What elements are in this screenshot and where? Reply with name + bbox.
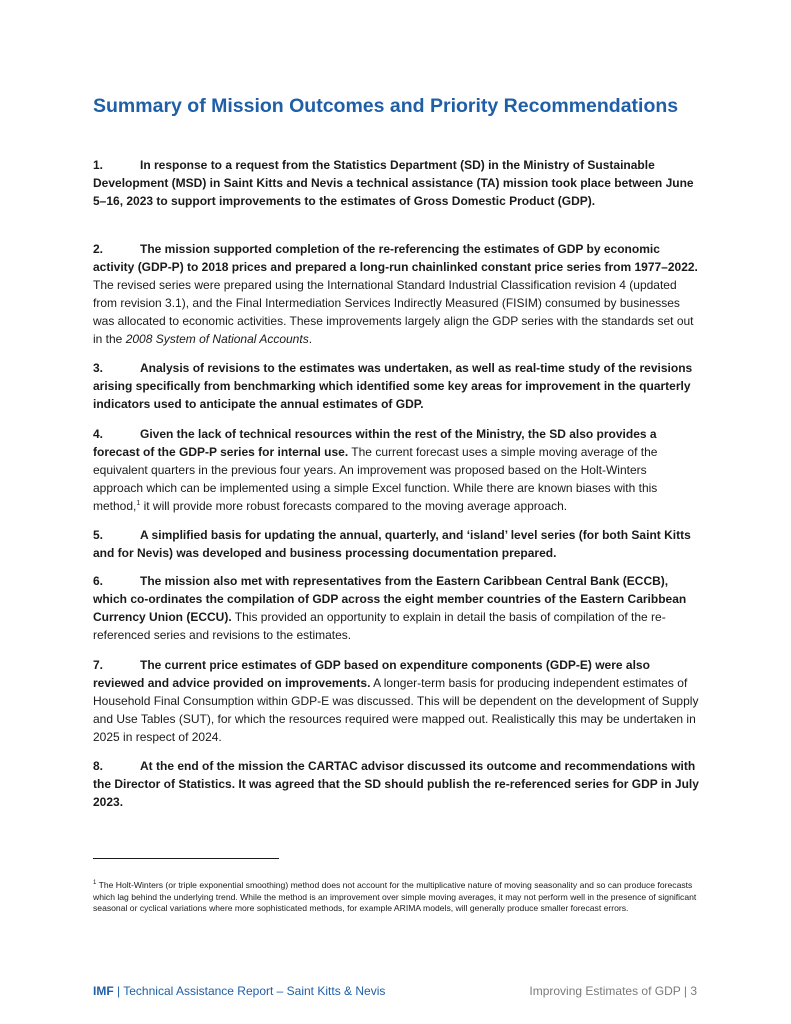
paragraph-8: 8. At the end of the mission the CARTAC advisor discussed its outcome and recommendations with the Director of Statistics. It was agreed that the SD should publish the re-referenced series for GDP in July 2023. <box>93 759 699 809</box>
imf-logo-text: IMF <box>93 984 114 998</box>
footnote: $^1$ The Holt-Winters (or triple exponential smoothing) method does not account for the multiplicative nature of moving seasonality and so can produce forecasts which lag behind the underlying trend. While the method is an improvement over simple moving averages, it may not perform well in the presence of significant seasonal or cyclical variations where more sophisticated methods, for example ARIMA models, will generally produce smaller forecast errors. <box>93 880 697 913</box>
paragraph-6: 6. The mission also met with representatives from the Eastern Caribbean Central Bank (ECCB), which co-ordinates the compilation of GDP across the eight member countries of the Eastern Caribbean Currency Union (ECCU). This provided an opportunity to explain in detail the basis of compilation of the re-referenced series and revisions to the estimates. <box>93 574 687 642</box>
paragraph-5: 5. A simplified basis for updating the annual, quarterly, and ‘island’ level series (for both Saint Kitts and for Nevis) was developed and business processing documentation prepared. <box>93 528 691 560</box>
footer-section-page: Improving Estimates of GDP | 3 <box>529 984 697 998</box>
footer-report-title: IMF | Technical Assistance Report – Saint Kitts & Nevis <box>93 984 386 998</box>
paragraph-7: 7. The current price estimates of GDP based on expenditure components (GDP-E) were also reviewed and advice provided on improvements. A longer-term basis for producing independent estimates of Household Final Consumption within GDP-E was discussed. This will be dependent on the development of Supply and Use Tables (SUT), for which the resources required were mapped out. Realistically this may be undertaken in 2025 in respect of 2024. <box>93 658 699 744</box>
footnote-divider <box>93 858 279 859</box>
paragraph-1: 1. In response to a request from the Statistics Department (SD) in the Ministry of Sustainable Development (MSD) in Saint Kitts and Nevis a technical assistance (TA) mission took place between June 5–16, 2023 to support improvements to the estimates of Gross Domestic Product (GDP). <box>93 158 694 208</box>
footnote-ref[interactable]: 1 <box>136 500 141 507</box>
paragraph-2: 2. The mission supported completion of the re-referencing the estimates of GDP by economic activity (GDP-P) to 2018 prices and prepared a long-run chainlinked constant price series from 1977–2022. The revised series were prepared using the International Standard Industrial Classification revision 4 (updated from revision 3.1), and the Final Intermediation Services Indirectly Measured (FISIM) consumed by businesses was allocated to economic activities. These improvements largely align the GDP series with the standards set out in the 2008 System of National Accounts. <box>93 242 698 346</box>
paragraph-4: 4. Given the lack of technical resources within the rest of the Ministry, the SD also provides a forecast of the GDP-P series for internal use. The current forecast uses a simple moving average of the equivalent quarters in the previous four years. An improvement was proposed based on the Holt-Winters approach which can be implemented using a simple Excel function. While there are known biases with this method,$^1$ it will provide more robust forecasts compared to the moving average approach. <box>93 427 658 513</box>
page-title: Summary of Mission Outcomes and Priority Recommendations <box>93 95 679 117</box>
paragraph-3: 3. Analysis of revisions to the estimates was undertaken, as well as real-time study of the revisions arising specifically from benchmarking which identified some key areas for improvement in the quarterly indicators used to anticipate the annual estimates of GDP. <box>93 361 693 411</box>
